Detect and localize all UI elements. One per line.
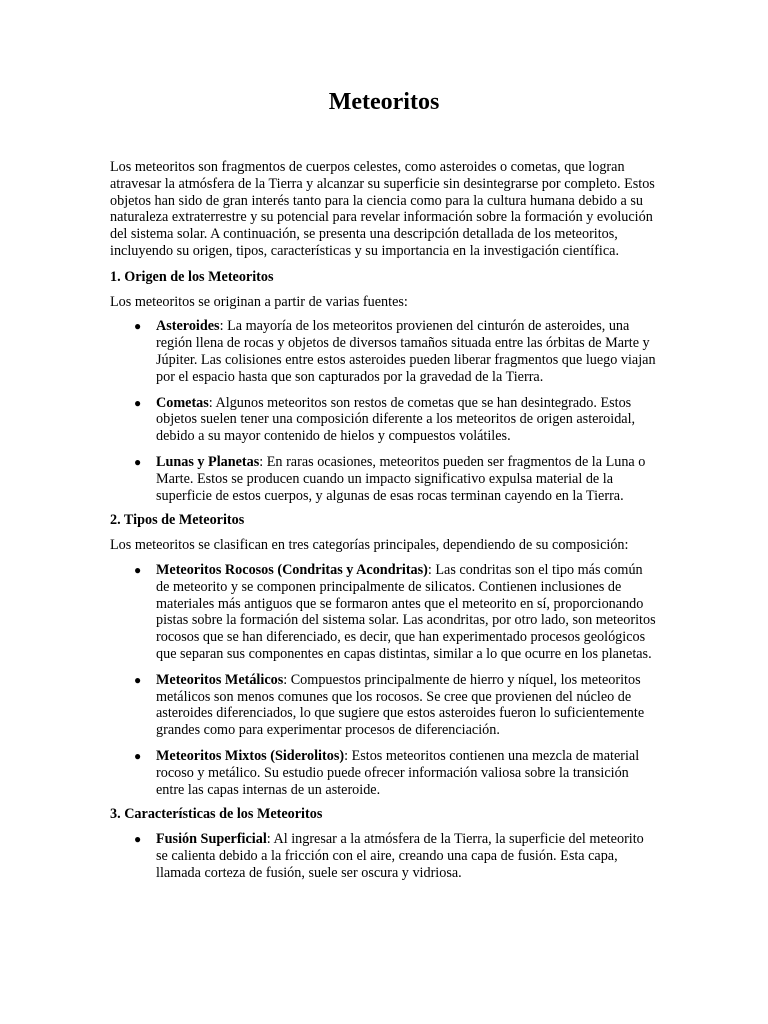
list-item (134, 561, 658, 663)
list-item (134, 394, 658, 445)
list-item-term: Lunas y Planetas (156, 453, 260, 470)
bullet-icon: ● (134, 748, 142, 763)
list-item-text: : Compuestos principalmente de hierro y níquel, los meteoritos metálicos son menos comunes que los rocosos. Se cree que provienen del núcleo de asteroides diferenciados, lo que sugiere que estos asteroides fueron lo suficientemente grandes como para experimentar procesos de diferenciación. (156, 671, 645, 739)
section-lead: Los meteoritos se originan a partir de varias fuentes: (110, 293, 408, 310)
list-item-term: Meteoritos Mixtos (Siderolitos) (156, 747, 345, 764)
list-item (134, 318, 658, 385)
document-title: Meteoritos (328, 89, 440, 115)
bullet-icon: ● (134, 672, 142, 687)
bullet-icon: ● (134, 454, 142, 469)
bullet-icon: ● (134, 395, 142, 410)
list-item-term: Meteoritos Metálicos (156, 671, 284, 688)
intro-paragraph: Los meteoritos son fragmentos de cuerpos celestes, como asteroides o cometas, que logran atravesar la atmósfera de la Tierra y alcanzar su superficie sin desintegrarse por completo. Estos objetos han sido de gran interés tanto para la ciencia como para la cultura humana debido a su naturaleza extraterrestre y su potencial para revelar información sobre la formación y evolución del sistema solar. A continuación, se presenta una descripción detallada de los meteoritos, incluyendo su origen, tipos, características y su importancia en la investigación científica. (110, 159, 655, 259)
list-item-text: : Estos meteoritos contienen una mezcla de material rocoso y metálico. Su estudio puede ofrecer información valiosa sobre la transición entre las capas internas de un asteroide. (156, 747, 640, 798)
bullet-icon: ● (134, 562, 142, 577)
list-item-text: : Las condritas son el tipo más común de meteorito y se componen principalmente de silicatos. Contienen inclusiones de materiales más antiguos que se formaron antes que el meteorito en sí, proporcionando pistas sobre la formación del sistema solar. Las acondritas, por otro lado, son meteoritos rocosos que se han diferenciado, es decir, que han experimentado procesos geológicos que separan sus componentes en capas distintas, similar a lo que ocurre en los planetas. (156, 561, 656, 662)
section-lead: Los meteoritos se clasifican en tres categorías principales, dependiendo de su composición: (110, 537, 629, 554)
list-item-text: : En raras ocasiones, meteoritos pueden ser fragmentos de la Luna o Marte. Estos se producen cuando un impacto significativo expulsa material de la superficie de estos cuerpos, y algunas de esas rocas terminan cayendo en la Tierra. (156, 453, 646, 504)
section-heading: 2. Tipos de Meteoritos (110, 512, 245, 529)
list-item-text: : Al ingresar a la atmósfera de la Tierra, la superficie del meteorito se calienta debido a la fricción con el aire, creando una capa de fusión. Esta capa, llamada corteza de fusión, suele ser oscura y vidriosa. (156, 831, 644, 881)
bullet-list (110, 831, 658, 881)
list-item (134, 831, 658, 881)
section-caracteristicas (110, 806, 658, 881)
bullet-icon: ● (134, 832, 142, 847)
list-item-text: : La mayoría de los meteoritos provienen del cinturón de asteroides, una región llena de rocas y objetos de diversos tamaños situada entre las órbitas de Marte y Júpiter. Las colisiones entre estos asteroides pueden liberar fragmentos que luego viajan por el espacio hasta que son capturados por la gravedad de la Tierra. (156, 318, 656, 385)
list-item-text: : Algunos meteoritos son restos de cometas que se han desintegrado. Estos objetos suelen tener una composición diferente a los meteoritos de origen asteroidal, debido a su mayor contenido de hielos y compuestos volátiles. (156, 394, 636, 445)
list-item (134, 747, 658, 798)
list-item-term: Cometas (156, 394, 209, 411)
list-item-term: Meteoritos Rocosos (Condritas y Acondritas) (156, 561, 428, 578)
list-item-term: Asteroides (156, 318, 220, 335)
section-heading: 3. Características de los Meteoritos (110, 806, 323, 823)
section-origen (110, 269, 658, 505)
list-item-term: Fusión Superficial (156, 831, 267, 848)
list-item (134, 453, 658, 504)
list-item (134, 671, 658, 739)
section-heading: 1. Origen de los Meteoritos (110, 268, 274, 285)
bullet-icon: ● (134, 319, 142, 334)
bullet-list (110, 562, 658, 798)
section-tipos (110, 512, 658, 798)
bullet-list (110, 318, 658, 504)
